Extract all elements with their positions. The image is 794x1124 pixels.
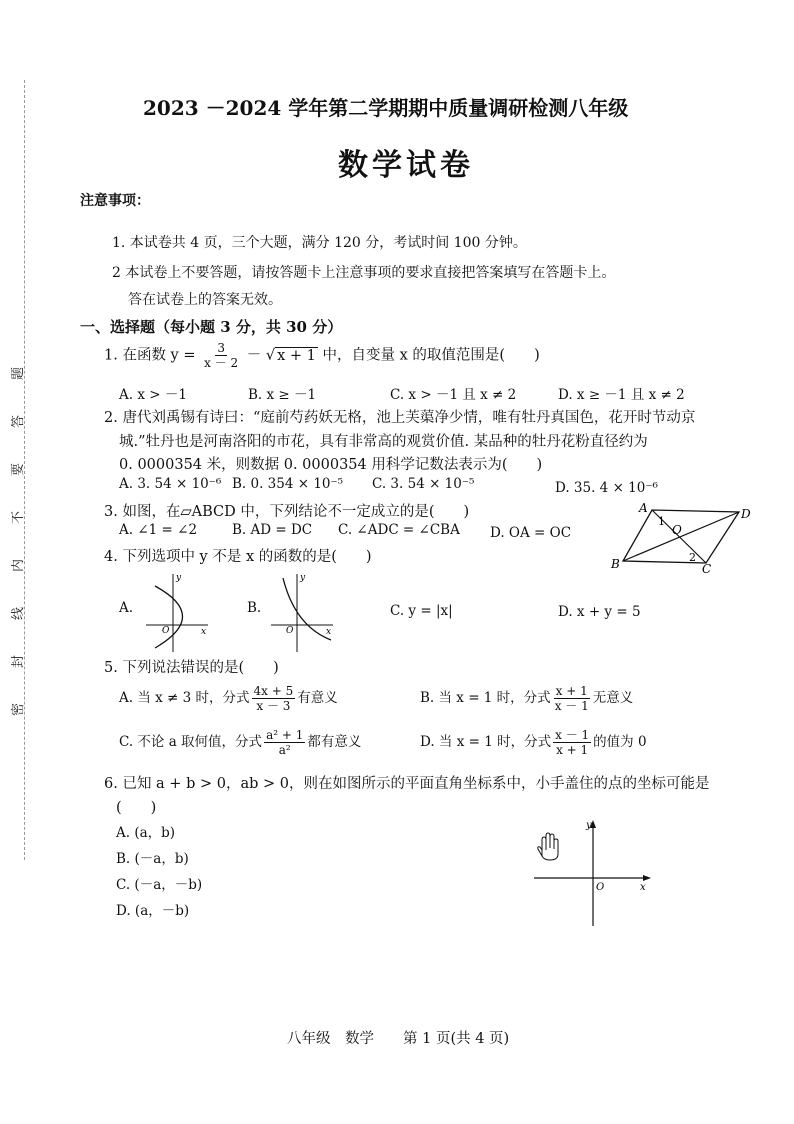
q1-option-d: D. x ≥ －1 且 x ≠ 2 [558,387,685,403]
hand-icon [538,833,558,860]
margin-char: 密 [11,702,27,717]
q4-option-a: A. [119,600,134,616]
vertex-b-label: B [611,557,620,571]
q5-option-d: D. 当 x = 1 时，分式 $\frac{x - 1}{x + 1}$ 的值为 0 [420,728,647,757]
vertex-c-label: C [702,562,712,575]
notes-heading: 注意事项： [80,193,150,209]
notes-line-3: 答在试卷上的答案无效。 [128,292,282,308]
origin-label: O [162,626,170,636]
q3-option-d: D. OA = OC [490,525,572,541]
parallelogram-figure [606,500,756,575]
q1-option-b: B. x ≥ －1 [248,387,317,403]
q2-option-d: D. 35. 4 × 10⁻⁶ [555,480,658,496]
center-o-label: O [672,523,682,537]
q2-option-b: B. 0. 354 × 10⁻⁵ [232,476,344,492]
q4-graph-a [140,568,212,656]
axis-x-label: x [326,627,332,637]
question-2-line-3: 0. 0000354 米，则数据 0. 0000354 用科学记数法表示为( ) [119,457,543,473]
q6-option-a: A. (a，b) [116,825,176,841]
q4-graph-b [265,568,337,656]
margin-char: 线 [11,606,27,621]
axis-x-label: x [640,882,646,893]
axis-y-label: y [586,820,592,831]
q1-option-a: A. x > －1 [119,387,187,403]
q1-option-c: C. x > －1 且 x ≠ 2 [390,387,517,403]
q5-option-a: A. 当 x ≠ 3 时，分式 $\frac{4x + 5}{x - 3}$ 有意义 [119,684,338,713]
axis-y-label: y [176,573,182,583]
q2-option-c: C. 3. 54 × 10⁻⁵ [372,476,475,492]
question-4-stem: 4. 下列选项中 y 不是 x 的函数的是( ) [104,549,372,565]
question-2-line-1: 2. 唐代刘禹锡有诗曰：“庭前芍药妖无格，池上芙蕖净少情，唯有牡丹真国色，花开时节动京 [104,410,696,426]
page-footer: 八年级 数学 第 1 页(共 4 页) [287,1031,510,1047]
q2-option-a: A. 3. 54 × 10⁻⁶ [119,476,222,492]
q4-option-c: C. y = |x| [390,603,453,619]
q5-option-b: B. 当 x = 1 时，分式 $\frac{x + 1}{x - 1}$ 无意义 [420,684,634,713]
margin-char: 封 [11,654,27,669]
q3-option-a: A. ∠1 = ∠2 [119,522,198,538]
vertex-a-label: A [639,501,648,515]
origin-label: O [596,882,605,893]
notes-line-1: 1. 本试卷共 4 页，三个大题，满分 120 分，考试时间 100 分钟。 [112,235,527,251]
q6-option-d: D. (a，－b) [116,903,190,919]
angle-1-label: 1 [658,515,665,528]
q4-option-d: D. x + y = 5 [558,604,641,620]
q6-option-b: B. (－a，b) [116,851,189,867]
question-5-stem: 5. 下列说法错误的是( ) [104,660,279,676]
question-6-line-2: ( ) [116,800,157,816]
question-1-stem: 1. 在函数 y = $\frac{3}{x - 2}$ － √ x + 1 中，自变量 x 的取值范围是( ) [104,341,540,370]
margin-char: 不 [11,510,27,525]
q4-option-b: B. [247,600,262,616]
margin-char: 内 [11,558,27,573]
axis-y-label: y [300,573,306,583]
q5-option-c: C. 不论 a 取何值，分式 $\frac{\text{a² + 1}}{\text{a²}}$ 都有意义 [119,728,362,757]
notes-line-2: 2 本试卷上不要答题，请按答题卡上注意事项的要求直接把答案填写在答题卡上。 [112,265,616,281]
margin-char: 答 [11,414,27,429]
axis-x-label: x [201,627,207,637]
subject-title: 数学试卷 [338,148,474,183]
question-6-line-1: 6. 已知 a + b > 0，ab > 0，则在如图所示的平面直角坐标系中，小手盖住的点的坐标可能是 [104,776,710,792]
angle-2-label: 2 [689,551,696,564]
q3-option-b: B. AD = DC [232,522,313,538]
question-3-stem: 3. 如图，在▱ABCD 中，下列结论不一定成立的是( ) [104,504,470,520]
question-2-line-2: 城.”牡丹也是河南洛阳的市花，具有非常高的观赏价值. 某品种的牡丹花粉直径约为 [119,434,648,450]
origin-label: O [286,626,294,636]
q6-coordinate-figure [530,816,655,928]
q3-option-c: C. ∠ADC = ∠CBA [338,522,460,538]
exam-title: 2023 －2024 学年第二学期期中质量调研检测八年级 [143,96,629,120]
margin-char: 要 [11,462,27,477]
section-heading-choice: 一、选择题（每小题 3 分，共 30 分） [80,318,343,336]
vertex-d-label: D [741,507,751,521]
margin-char: 题 [11,366,27,381]
q6-option-c: C. (－a，－b) [116,877,203,893]
q1-fraction: $\frac{3}{x - 2}$ [204,341,239,370]
